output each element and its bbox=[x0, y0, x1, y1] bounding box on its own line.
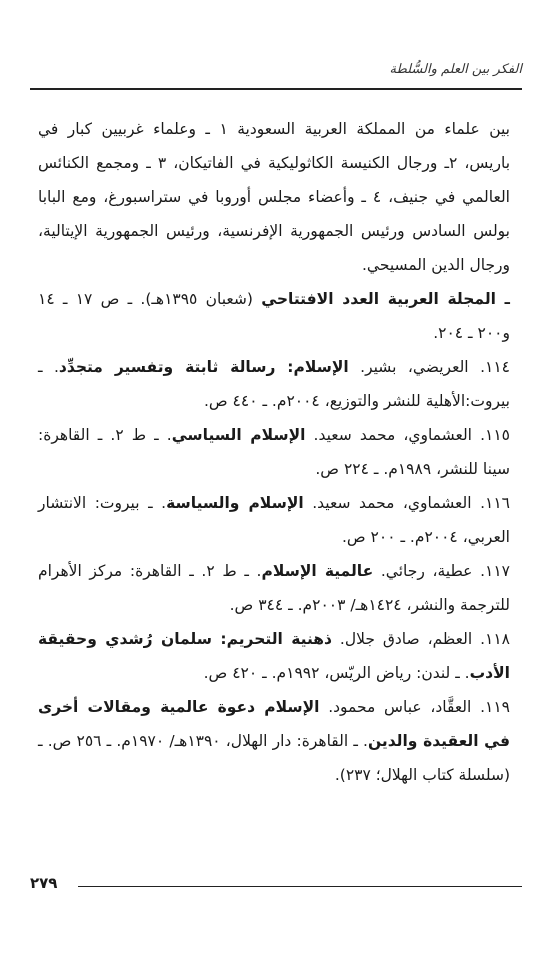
entry-details: . ـ القاهرة: دار الهلال، ١٣٩٠هـ/ ١٩٧٠م. ـ ٢٥٦ ص. ـ (سلسلة كتاب الهلال؛ ٢٣٧). bbox=[38, 732, 510, 784]
page-footer bbox=[30, 874, 522, 898]
entry-details: . ـ بيروت:الأهلية للنشر والتوزيع، ٢٠٠٤م. ـ ٤٤٠ ص. bbox=[38, 358, 510, 410]
entry-author: العظم، صادق جلال. bbox=[331, 630, 481, 648]
running-header-title: الفكر بين العلم والسُّلطة bbox=[389, 62, 522, 77]
entry-title: الإسلام والسياسة bbox=[166, 494, 304, 512]
entry-title: ذهنية التحريم: سلمان رُشدي وحقيقة الأدب bbox=[38, 630, 510, 682]
intro-paragraph bbox=[38, 112, 510, 282]
entry-number: ١١٥. bbox=[480, 426, 510, 444]
entry-author: العريضي، بشير. bbox=[348, 358, 481, 376]
intro-text: بين علماء من المملكة العربية السعودية ١ ـ وعلماء غربيين كبار في باريس، ٢ـ ورجال الكنيسة الكاثوليكية في الفاتيكان، ٣ ـ ومجمع الكنائس العالمي في جنيف، ٤ ـ وأعضاء مجلس أوروبا في ستراسبورغ، ومع البابا بولس السادس ورئيس الجمهورية الإفرنسية، ورئيس الجمهورية الإيتالية، ورجال الدين المسيحي. bbox=[38, 120, 511, 274]
entry-details: . ـ ط ٢. ـ القاهرة: مركز الأهرام للترجمة والنشر، ١٤٢٤هـ/ ٢٠٠٣م. ـ ٣٤٤ ص. bbox=[38, 562, 510, 614]
intro-source bbox=[38, 282, 510, 350]
entry-number: ١١٨. bbox=[480, 630, 510, 648]
bibliography-entry-119 bbox=[38, 690, 510, 792]
entry-number: ١١٤. bbox=[480, 358, 510, 376]
entry-title: الإسلام: رسالة ثابتة وتفسير متجدِّد bbox=[58, 358, 349, 376]
intro-source-title: ـ المجلة العربية العدد الافتتاحي bbox=[261, 290, 510, 308]
entry-number: ١١٧. bbox=[480, 562, 510, 580]
intro-source-rest: (شعبان ١٣٩٥هـ). ـ ص ١٧ ـ ١٤ و٢٠٠ ـ ٢٠٤. bbox=[38, 290, 510, 342]
entry-title: الإسلام دعوة عالمية ومقالات أخرى في العقيدة والدين bbox=[38, 698, 510, 750]
entry-details: . ـ ط ٢. ـ القاهرة: سينا للنشر، ١٩٨٩م. ـ ٢٢٤ ص. bbox=[38, 426, 510, 478]
entry-author: العقَّاد، عباس محمود. bbox=[319, 698, 481, 716]
running-header bbox=[30, 60, 522, 94]
entry-author: العشماوي، محمد سعيد. bbox=[303, 494, 481, 512]
entry-details: . ـ بيروت: الانتشار العربي، ٢٠٠٤م. ـ ٢٠٠ ص. bbox=[38, 494, 510, 546]
header-divider bbox=[30, 88, 522, 90]
entry-author: عطية، رجائي. bbox=[373, 562, 481, 580]
entry-details: . ـ لندن: رياض الريّس، ١٩٩٢م. ـ ٤٢٠ ص. bbox=[203, 664, 470, 682]
entry-number: ١١٩. bbox=[480, 698, 510, 716]
entry-author: العشماوي، محمد سعيد. bbox=[305, 426, 481, 444]
bibliography-entry-118 bbox=[38, 622, 510, 690]
footer-divider bbox=[78, 886, 522, 887]
entry-title: الإسلام السياسي bbox=[171, 426, 306, 444]
entry-title: عالمية الإسلام bbox=[261, 562, 374, 580]
bibliography-entry-116 bbox=[38, 486, 510, 554]
bibliography-entry-114 bbox=[38, 350, 510, 418]
page-body bbox=[38, 112, 510, 792]
entry-number: ١١٦. bbox=[480, 494, 511, 512]
bibliography-entry-117 bbox=[38, 554, 510, 622]
bibliography-entry-115 bbox=[38, 418, 510, 486]
page-number: ٢٧٩ bbox=[30, 874, 58, 892]
